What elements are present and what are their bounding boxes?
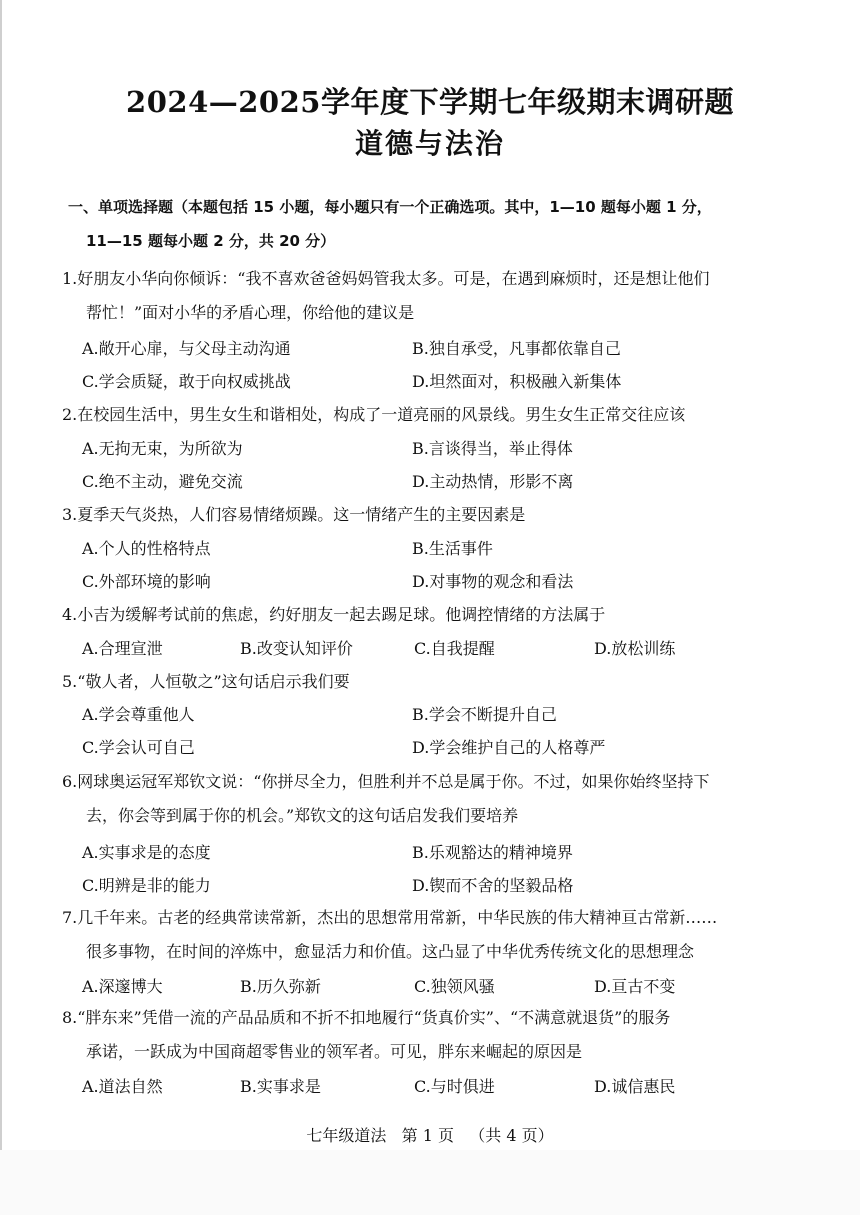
question-5-option-c: C.学会认可自己 <box>82 738 195 757</box>
scan-edge <box>0 0 2 1150</box>
question-4-option-d: D.放松训练 <box>594 639 676 658</box>
question-6-option-b: B.乐观豁达的精神境界 <box>412 843 573 862</box>
question-1-option-c: C.学会质疑，敢于向权威挑战 <box>82 372 291 391</box>
question-4-option-c: C.自我提醒 <box>414 639 495 658</box>
question-6-option-a: A.实事求是的态度 <box>82 843 211 862</box>
question-6-stem-line-1: 6.网球奥运冠军郑钦文说：“你拼尽全力，但胜利并不总是属于你。不过，如果你始终坚持下 <box>62 772 710 791</box>
question-8-option-a: A.道法自然 <box>82 1077 163 1096</box>
question-2-stem <box>62 398 822 432</box>
section-heading-line-2: 11—15 题每小题 2 分，共 20 分） <box>86 232 336 250</box>
question-6-stem-line-2: 去，你会等到属于你的机会。”郑钦文的这句话启发我们要培养 <box>86 806 519 825</box>
scan-bottom-band <box>0 1150 860 1215</box>
question-1-option-a: A.敞开心扉，与父母主动沟通 <box>82 339 291 358</box>
question-4-stem <box>62 598 822 632</box>
question-2-option-b: B.言谈得当，举止得体 <box>412 439 573 458</box>
question-8-option-b: B.实事求是 <box>240 1077 321 1096</box>
question-1-stem-line-2: 帮忙！”面对小华的矛盾心理，你给他的建议是 <box>86 303 415 322</box>
exam-title: 2024—2025学年度下学期七年级期末调研题 <box>126 85 734 119</box>
question-8-stem-line-2: 承诺，一跃成为中国商超零售业的领军者。可见，胖东来崛起的原因是 <box>86 1042 583 1061</box>
question-7-option-c: C.独领风骚 <box>414 977 495 996</box>
question-7-option-b: B.历久弥新 <box>240 977 321 996</box>
question-3-option-c: C.外部环境的影响 <box>82 572 211 591</box>
question-5-option-b: B.学会不断提升自己 <box>412 705 557 724</box>
question-6-stem <box>62 765 822 833</box>
question-4-option-b: B.改变认知评价 <box>240 639 353 658</box>
question-5-stem-line-1: 5.“敬人者，人恒敬之”这句话启示我们要 <box>62 672 350 691</box>
question-7-stem <box>62 901 822 969</box>
question-4-option-a: A.合理宣泄 <box>82 639 163 658</box>
question-7-option-d: D.亘古不变 <box>594 977 676 996</box>
question-2-option-a: A.无拘无束，为所欲为 <box>82 439 243 458</box>
question-8-stem <box>62 1001 822 1069</box>
question-3-option-d: D.对事物的观念和看法 <box>412 572 574 591</box>
question-1-stem <box>62 262 822 330</box>
question-5-option-a: A.学会尊重他人 <box>82 705 195 724</box>
question-2-stem-line-1: 2.在校园生活中，男生女生和谐相处，构成了一道亮丽的风景线。男生女生正常交往应该 <box>62 405 686 424</box>
question-5-stem <box>62 665 822 699</box>
question-3-option-b: B.生活事件 <box>412 539 493 558</box>
question-2-option-c: C.绝不主动，避免交流 <box>82 472 243 491</box>
question-4-stem-line-1: 4.小吉为缓解考试前的焦虑，约好朋友一起去踢足球。他调控情绪的方法属于 <box>62 605 606 624</box>
question-7-stem-line-1: 7.几千年来。古老的经典常读常新，杰出的思想常用常新，中华民族的伟大精神亘古常新…… <box>62 908 718 927</box>
subject-title: 道德与法治 <box>354 127 505 160</box>
question-1-stem-line-1: 1.好朋友小华向你倾诉：“我不喜欢爸爸妈妈管我太多。可是，在遇到麻烦时，还是想让他们 <box>62 269 710 288</box>
question-8-option-d: D.诚信惠民 <box>594 1077 676 1096</box>
question-1-option-b: B.独自承受，凡事都依靠自己 <box>412 339 621 358</box>
question-8-stem-line-1: 8.“胖东来”凭借一流的产品品质和不折不扣地履行“货真价实”、“不满意就退货”的服务 <box>62 1008 671 1027</box>
question-6-option-d: D.锲而不舍的坚毅品格 <box>412 876 574 895</box>
question-3-stem <box>62 498 822 532</box>
question-2-option-d: D.主动热情，形影不离 <box>412 472 574 491</box>
question-3-stem-line-1: 3.夏季天气炎热，人们容易情绪烦躁。这一情绪产生的主要因素是 <box>62 505 526 524</box>
question-8-option-c: C.与时俱进 <box>414 1077 495 1096</box>
page-footer: 七年级道法 第 1 页 （共 4 页） <box>306 1126 554 1145</box>
section-heading <box>68 190 828 258</box>
question-7-option-a: A.深邃博大 <box>82 977 163 996</box>
question-5-option-d: D.学会维护自己的人格尊严 <box>412 738 606 757</box>
question-3-option-a: A.个人的性格特点 <box>82 539 211 558</box>
question-6-option-c: C.明辨是非的能力 <box>82 876 211 895</box>
question-7-stem-line-2: 很多事物，在时间的淬炼中，愈显活力和价值。这凸显了中华优秀传统文化的思想理念 <box>86 942 695 961</box>
question-1-option-d: D.坦然面对，积极融入新集体 <box>412 372 622 391</box>
section-heading-line-1: 一、单项选择题（本题包括 15 小题，每小题只有一个正确选项。其中，1—10 题每小题 1 分， <box>68 198 712 216</box>
